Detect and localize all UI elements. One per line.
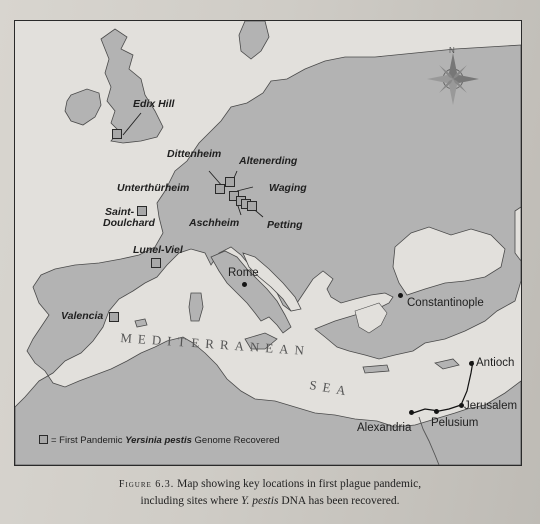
- site-marker-edix-hill: [112, 129, 122, 139]
- crete-landmass: [363, 365, 389, 373]
- city-dot-antioch: [469, 361, 474, 366]
- compass-n-label: N: [449, 46, 455, 55]
- sardinia-landmass: [189, 293, 203, 321]
- site-marker-valencia: [109, 312, 119, 322]
- britain-landmass: [101, 29, 163, 143]
- cyprus-landmass: [435, 359, 459, 369]
- site-marker-saint-doulchard: [137, 206, 147, 216]
- city-label-alexandria: Alexandria: [357, 422, 412, 434]
- caption-species: Y. pestis: [241, 495, 279, 507]
- legend-species: Yersinia pestis: [125, 435, 192, 446]
- sea-label-sea: SEA: [308, 377, 353, 400]
- legend-suffix: Genome Recovered: [191, 435, 280, 446]
- site-label-altenerding: Altenerding: [239, 155, 298, 167]
- balearic-landmass: [135, 319, 147, 327]
- sea-label-mediterranean: MEDITERRANEAN: [119, 330, 311, 359]
- site-label-waging: Waging: [269, 182, 307, 194]
- site-marker-petting: [247, 201, 257, 211]
- caption-line2-post: DNA has been recovered.: [278, 495, 400, 507]
- site-label-aschheim: Aschheim: [189, 217, 240, 229]
- map-legend: [39, 435, 280, 446]
- scandinavia-landmass: [239, 21, 269, 59]
- caption-line2-pre: including sites where: [140, 495, 242, 507]
- figure-caption-line2: [0, 495, 540, 507]
- city-label-jerusalem: Jerusalem: [464, 400, 518, 412]
- city-dot-alexandria: [409, 410, 414, 415]
- site-label-unterthurheim: Unterthürheim: [117, 182, 190, 194]
- caption-line1-text: Map showing key locations in first plague pandemic,: [174, 478, 422, 490]
- city-label-rome: Rome: [228, 267, 259, 279]
- site-label-petting: Petting: [267, 219, 303, 231]
- map-drawing: [15, 21, 521, 465]
- figure-label: Figure 6.3.: [118, 479, 175, 490]
- site-marker-dittenheim: [225, 177, 235, 187]
- city-label-pelusium: Pelusium: [431, 417, 479, 429]
- site-marker-unterthurheim: [215, 184, 225, 194]
- site-label-edix-hill: Edix Hill: [133, 98, 175, 110]
- figure-caption-line1: [0, 478, 540, 490]
- site-label-lunel-viel: Lunel-Viel: [133, 244, 183, 256]
- route-line-2: [461, 361, 473, 405]
- city-dot-rome: [242, 282, 247, 287]
- site-label-dittenheim: Dittenheim: [167, 148, 222, 160]
- city-label-antioch: Antioch: [476, 357, 515, 369]
- ireland-landmass: [65, 89, 101, 125]
- map-frame: [14, 20, 522, 466]
- site-label-doulchard: Doulchard: [103, 217, 155, 229]
- site-label-valencia: Valencia: [61, 310, 104, 322]
- legend-prefix: = First Pandemic: [51, 435, 126, 446]
- city-dot-constantinople: [398, 293, 403, 298]
- legend-swatch: [39, 435, 48, 444]
- city-dot-pelusium: [434, 409, 439, 414]
- city-label-constantinople: Constantinople: [407, 297, 484, 309]
- site-marker-lunel-viel: [151, 258, 161, 268]
- site-label-saint: Saint-: [105, 206, 135, 218]
